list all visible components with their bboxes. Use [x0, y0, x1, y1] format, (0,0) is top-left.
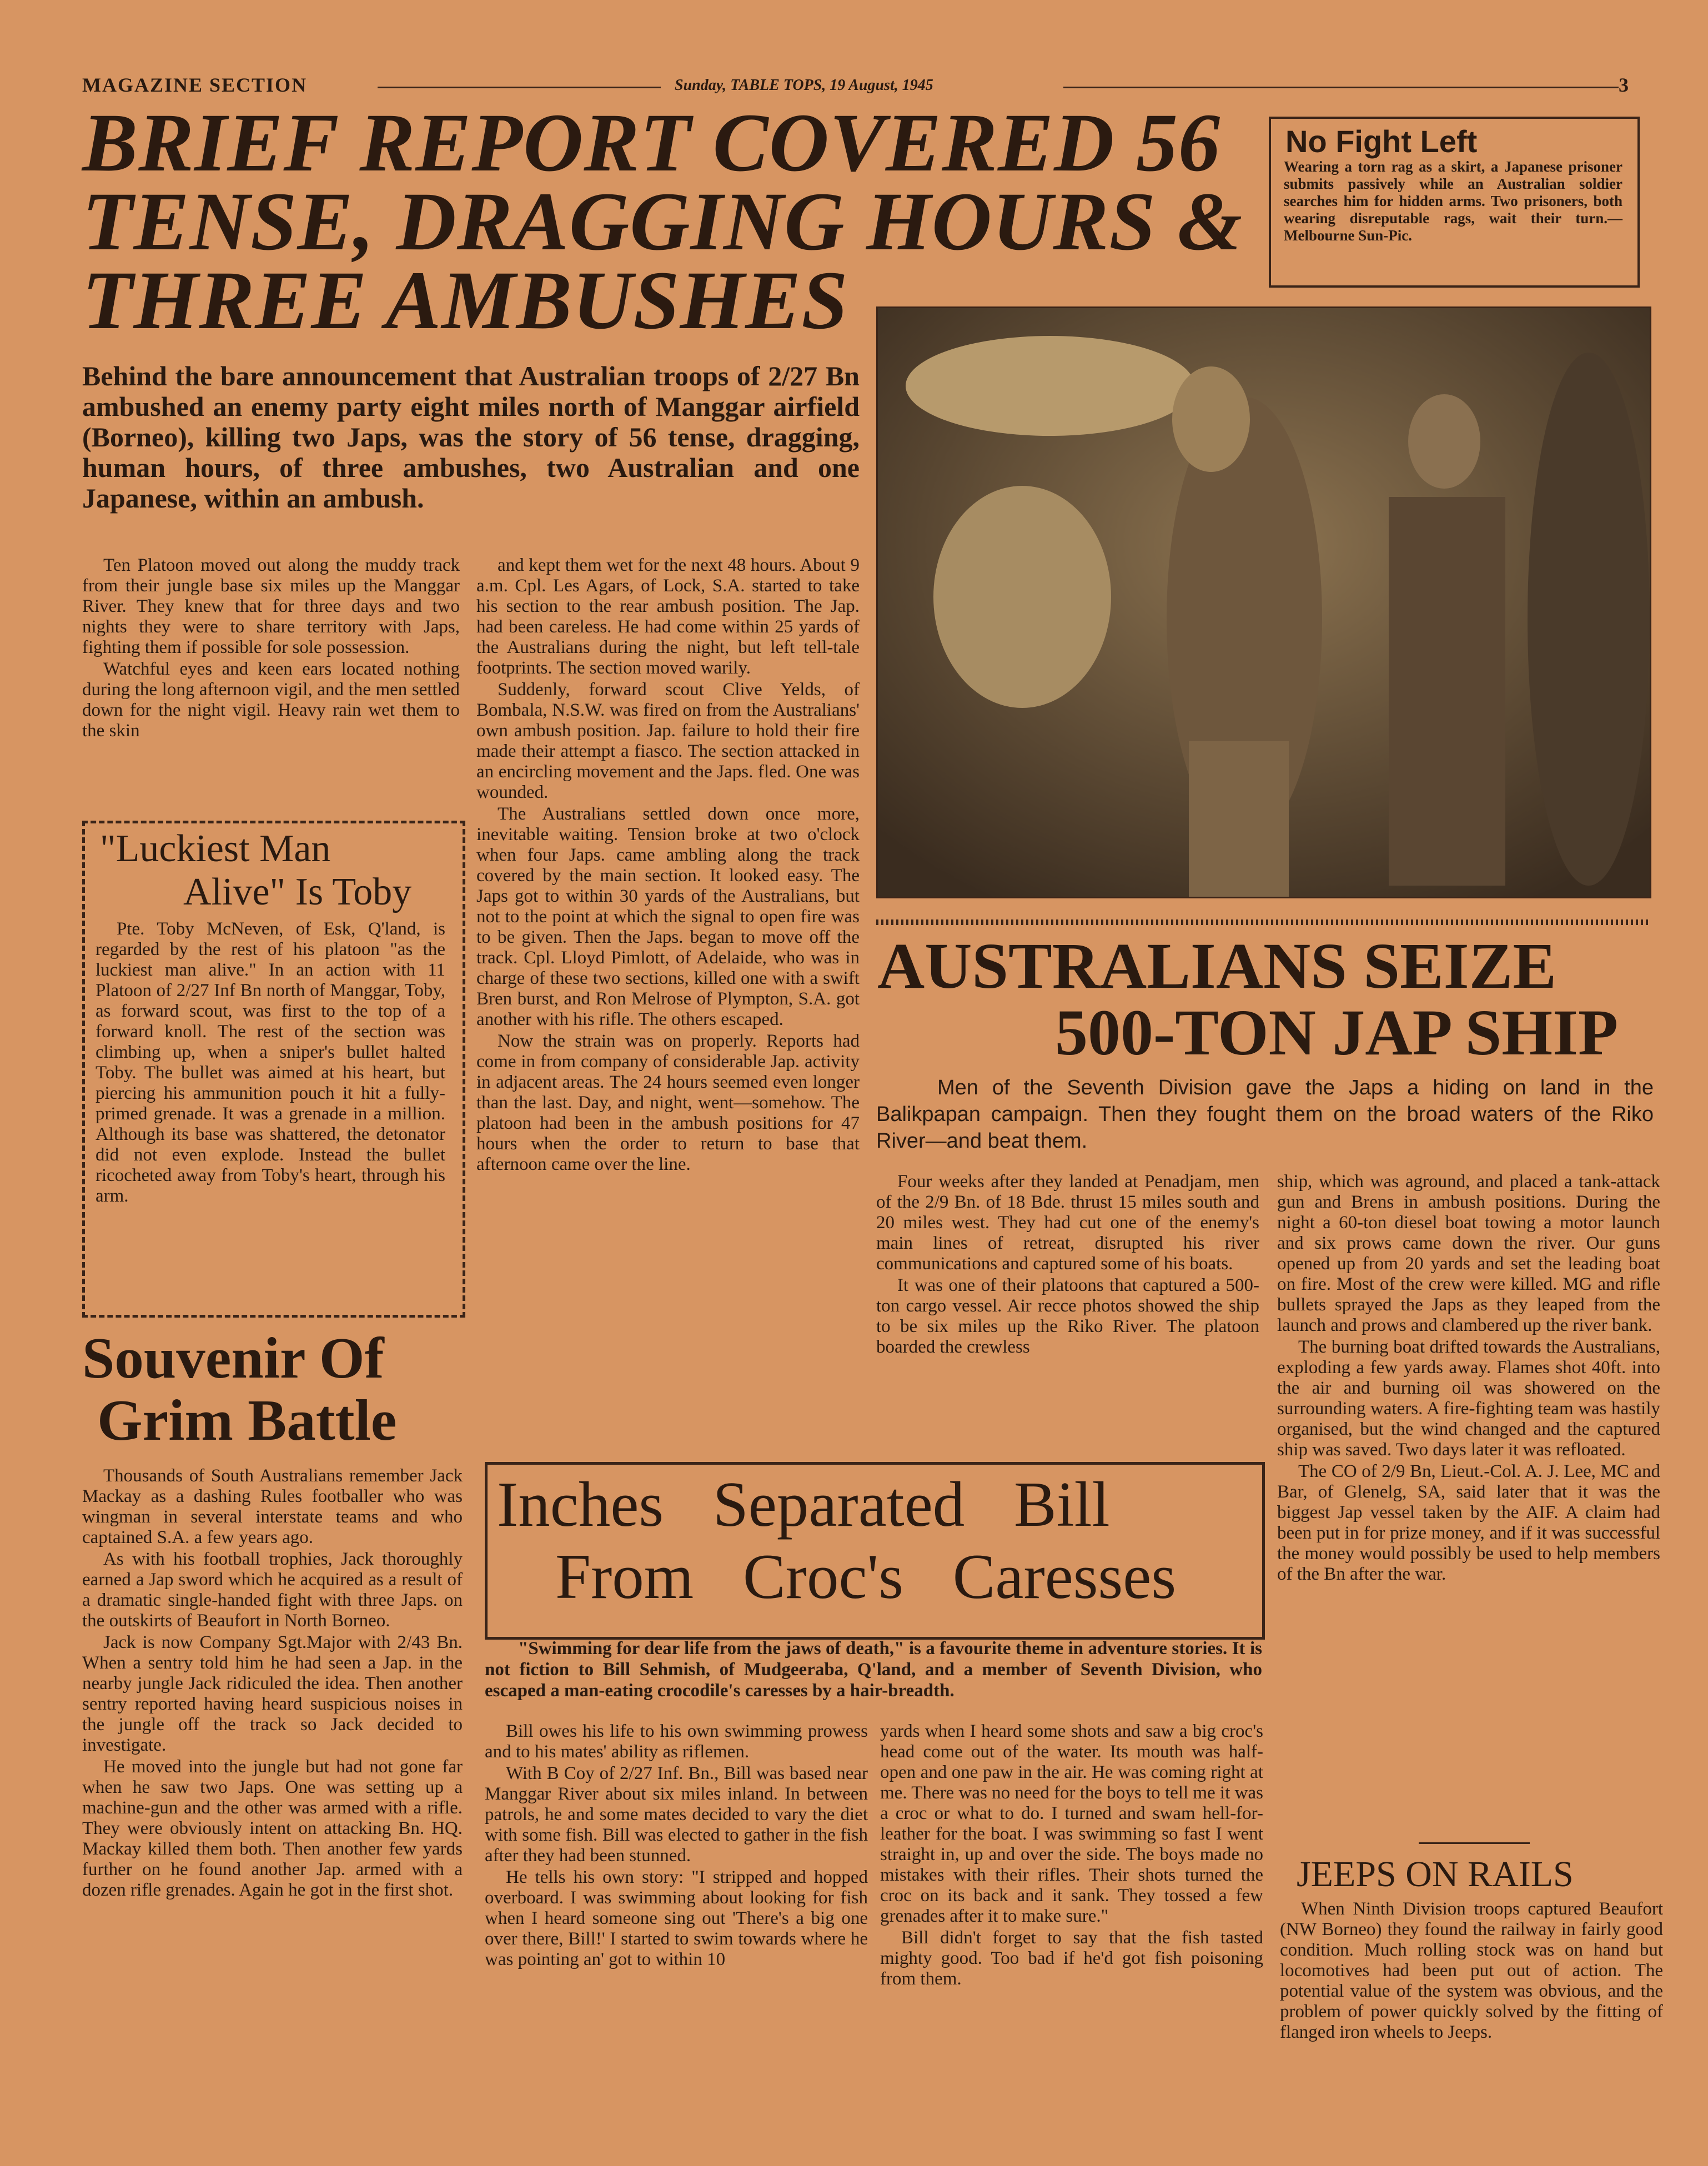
- croc-col1: [485, 1721, 868, 1970]
- paragraph: He tells his own story: "I stripped and hopped overboard. I was swimming about looking for fish when I heard someone sing out 'There's a big one over there, Bill!' I started to swim towards where he was pointing an' got to within 10: [485, 1867, 868, 1969]
- toby-body: [96, 919, 445, 1207]
- paragraph: Watchful eyes and keen ears located nothing during the long afternoon vigil, and the men settled down for the night vigil. Heavy rain wet them to the skin: [82, 659, 460, 741]
- paragraph: and kept them wet for the next 48 hours. About 9 a.m. Cpl. Les Agars, of Lock, S.A. started to take his section to the rear ambush position. The Jap. had been careless. He had come within 25 yards of the Australians during the night, but left tell-tale footprints. The section moved warily.: [476, 555, 860, 678]
- croc-deck: "Swimming for dear life from the jaws of death," is a favourite theme in adventure stories. It is not fiction to Bill Sehmish, of Mudgeeraba, Q'land, and a member of Seventh Division, who escaped a man-eating crocodile's caresses by a hair-breadth.: [485, 1639, 1262, 1701]
- paragraph: The burning boat drifted towards the Australians, exploding a few yards away. Flames shot 40ft. into the air and burning oil was showered on the surrounding waters. A fire-fighting team was hastily organised, but the wind changed and the captured ship was saved. Two days later it was refloated.: [1277, 1337, 1660, 1460]
- ship-col2: [1277, 1172, 1660, 1585]
- ship-headline-line2: 500-TON JAP SHIP: [1055, 996, 1619, 1069]
- croc-col2: [880, 1721, 1263, 1989]
- paragraph: yards when I heard some shots and saw a big croc's head come out of the water. Its mouth was half-open and one paw in the air. He was coming right at me. There was no need for the boys to tell me it was a croc or what to do. I turned and swam hell-for-leather for the boat. I was swimming so fast I went straight in, up and over the side. The boys made no mistakes with their rifles. Their shots turned the croc on its back and it sank. They tossed a few grenades after it to make sure.": [880, 1721, 1263, 1926]
- paragraph: Suddenly, forward scout Clive Yelds, of Bombala, N.S.W. was fired on from the Australians' own ambush position. Jap. failure to hold their fire made their attempt a fiasco. The section attacked in an encircling movement and the Japs. fled. One was wounded.: [476, 680, 860, 802]
- prisoner-photo: [876, 306, 1651, 898]
- jeeps-body: [1280, 1899, 1663, 2043]
- paragraph: Ten Platoon moved out along the muddy track from their jungle base six miles up the Manggar River. They knew that for three days and two nights they were to share territory with Japs, fighting them if possible for sole possession.: [82, 555, 460, 657]
- souvenir-headline-line1: Souvenir Of: [82, 1325, 384, 1390]
- paragraph: Now the strain was on properly. Reports had come in from company of considerable Jap. activity in adjacent areas. The 24 hours seemed even longer than the last. Day, and night, went—somehow. The platoon had been in the ambush positions for 47 hours when the order to return to base that afternoon came over the line.: [476, 1031, 860, 1174]
- jeeps-top-rule: [1419, 1842, 1530, 1844]
- ship-headline-line1: AUSTRALIANS SEIZE: [877, 929, 1557, 1002]
- paragraph: Pte. Toby McNeven, of Esk, Q'land, is regarded by the rest of his platoon "as the luckiest man alive." In an action with 11 Platoon of 2/27 Inf Bn north of Manggar, Toby, as forward scout, was first to the top of a forward knoll. The rest of the section was climbing up, when a sniper's bullet halted Toby. The bullet was aimed at his heart, but piercing his ammunition pouch it hit a fully-primed grenade. It was a grenade in a million. Although its base was shattered, the detonator did not even explode. Instead the bullet ricocheted away from Toby's heart, through his arm.: [96, 919, 445, 1206]
- paragraph: The CO of 2/9 Bn, Lieut.-Col. A. J. Lee, MC and Bar, of Glenelg, SA, said later that it was the biggest Jap vessel taken by the AIF. A claim had been put in for prize money, and if it was successful the money would possibly be used to help members of the Bn after the war.: [1277, 1461, 1660, 1584]
- croc-headline-line1: Inches Separated Bill: [497, 1469, 1110, 1540]
- masthead-rule-left: [378, 87, 661, 88]
- paragraph: It was one of their platoons that captured a 500-ton cargo vessel. Air recce photos showed the ship to be six miles up the Riko River. The platoon boarded the crewless: [876, 1275, 1259, 1357]
- paragraph: Bill didn't forget to say that the fish tasted mighty good. Too bad if he'd got fish poisoning from them.: [880, 1928, 1263, 1989]
- no-fight-caption: Wearing a torn rag as a skirt, a Japanese prisoner submits passively while an Australian soldier searches him for hidden arms. Two prisoners, both wearing disreputable rags, wait their turn.— Melbourne Sun-Pic.: [1284, 158, 1622, 244]
- paragraph: Thousands of South Australians remember Jack Mackay as a dashing Rules footballer who was wingman in several interstate teams and who captained S.A. a few years ago.: [82, 1466, 463, 1547]
- main-story-col2: [476, 555, 860, 1175]
- ship-col1: [876, 1172, 1259, 1358]
- toby-headline-line1: "Luckiest Man: [100, 827, 331, 870]
- paragraph: With B Coy of 2/27 Inf. Bn., Bill was based near Manggar River about six miles inland. In between patrols, he and some mates decided to vary the diet with some fish. Bill was elected to gather in the fish after they had been stunned.: [485, 1763, 868, 1866]
- main-story-col1: [82, 555, 460, 741]
- prisoner-photo-image: [878, 308, 1650, 897]
- jeeps-headline: JEEPS ON RAILS: [1297, 1854, 1574, 1894]
- section-label: MAGAZINE SECTION: [82, 74, 308, 96]
- paragraph: Four weeks after they landed at Penadjam, men of the 2/9 Bn. of 18 Bde. thrust 15 miles south and 20 miles west. They had cut one of the enemy's main lines of retreat, disrupted his river communications and captured some of his boats.: [876, 1172, 1259, 1274]
- croc-headline-line2: From Croc's Caresses: [555, 1541, 1177, 1612]
- paragraph: Bill owes his life to his own swimming prowess and to his mates' ability as riflemen.: [485, 1721, 868, 1762]
- paragraph: When Ninth Division troops captured Beaufort (NW Borneo) they found the railway in fairly good condition. Much rolling stock was on hand but locomotives had been put out of action. The potential value of the system was obvious, and the problem of power quickly solved by the fitting of flanged iron wheels to Jeeps.: [1280, 1899, 1663, 2042]
- main-headline-line1: BRIEF REPORT COVERED 56: [82, 97, 1220, 189]
- paragraph: He moved into the jungle but had not gone far when he saw two Japs. One was setting up a machine-gun and the other was armed with a rifle. They were obviously intent on attacking Bn. HQ. Mackay killed them both. Then another few yards further on he found another Jap. armed with a dozen rifle grenades. Again he got in the first shot.: [82, 1757, 463, 1900]
- masthead-rule-right: [1063, 87, 1619, 88]
- toby-headline-line2: Alive" Is Toby: [183, 871, 412, 913]
- paragraph: ship, which was aground, and placed a tank-attack gun and Brens in ambush positions. During the night a 60-ton diesel boat towing a motor launch and six prows came down the river. Our guns opened up from 20 yards and set the leading boat on fire. Most of the crew were killed. MG and rifle bullets sprayed the Japs as they leaped from the launch and prows and clambered up the river bank.: [1277, 1172, 1660, 1335]
- ship-top-rule: [876, 919, 1648, 925]
- dateline: Sunday, TABLE TOPS, 19 August, 1945: [675, 77, 933, 94]
- main-headline-line2: TENSE, DRAGGING HOURS &: [82, 175, 1243, 268]
- souvenir-headline-line2: Grim Battle: [97, 1388, 397, 1453]
- main-headline-line3: THREE AMBUSHES: [82, 254, 848, 346]
- paragraph: Jack is now Company Sgt.Major with 2/43 Bn. When a sentry told him he had seen a Jap. in the nearby jungle Jack ridiculed the idea. Then another sentry reported having heard suspicious noises in the jungle off the track so Jack decided to investigate.: [82, 1632, 463, 1755]
- paragraph: As with his football trophies, Jack thoroughly earned a Jap sword which he acquired as a result of a dramatic single-handed fight with three Japs. on the outskirts of Beaufort in North Borneo.: [82, 1549, 463, 1631]
- souvenir-body: [82, 1466, 463, 1901]
- page-number: 3: [1619, 74, 1630, 96]
- ship-deck: Men of the Seventh Division gave the Japs a hiding on land in the Balikpapan campaign. Then they fought them on the broad waters of the Riko River—and beat them.: [876, 1076, 1654, 1153]
- main-deck: Behind the bare announcement that Australian troops of 2/27 Bn ambushed an enemy party eight miles north of Manggar airfield (Borneo), killing two Japs, was the story of 56 tense, dragging, human hours, of three ambushes, two Australian and one Japanese, within an ambush.: [82, 360, 860, 514]
- no-fight-headline: No Fight Left: [1285, 124, 1478, 159]
- paragraph: The Australians settled down once more, inevitable waiting. Tension broke at two o'clock when four Japs. came ambling along the track covered by the main section. It looked easy. The Japs got to within 30 yards of the Australians, but not to the point at which the signal to open fire was to be given. Then the Japs. began to move off the track. Cpl. Lloyd Pimlott, of Adelaide, who was in charge of these two sections, killed one with a swift Bren burst, and Ron Melrose of Plympton, S.A. got another with his rifle. The others escaped.: [476, 804, 860, 1029]
